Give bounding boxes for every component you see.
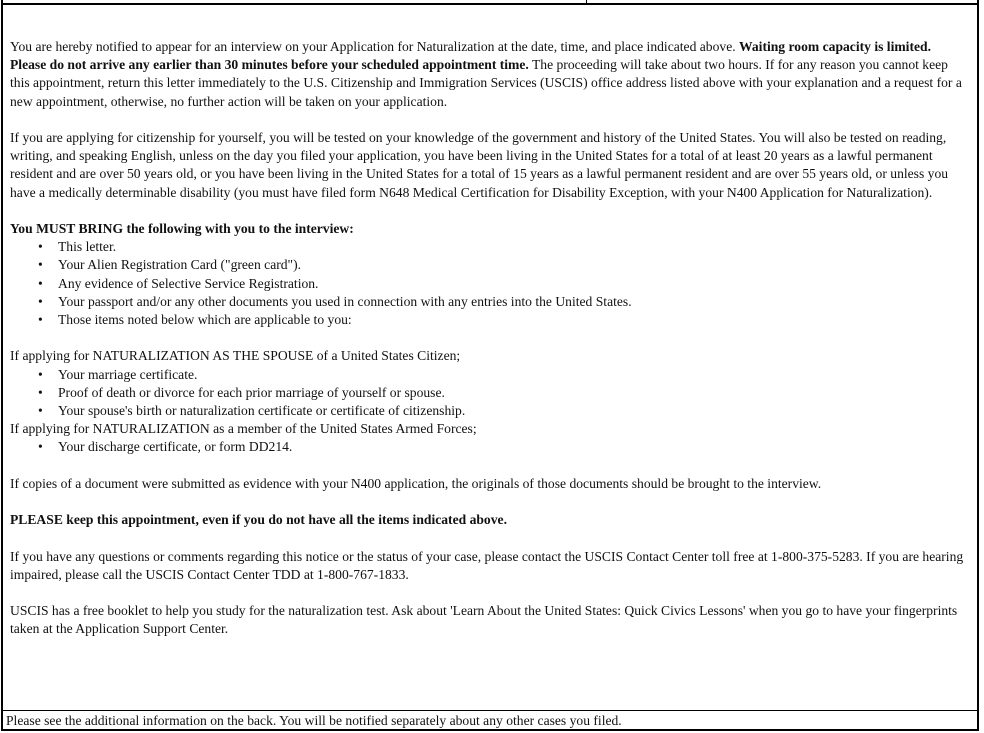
waiting-room-warning: Waiting room capacity is limited. Please do not arrive any earlier than 30 minutes before your scheduled appointment time. xyxy=(10,39,931,73)
footer-rule xyxy=(1,710,979,711)
list-item: • This letter. xyxy=(10,238,968,256)
armed-forces-list xyxy=(10,438,968,456)
must-bring-list xyxy=(10,238,968,329)
top-divider-tick xyxy=(586,0,587,4)
list-item: • Your spouse's birth or naturalization certificate or certificate of citizenship. xyxy=(10,402,968,420)
bullet-icon: • xyxy=(38,293,43,309)
notice-body xyxy=(10,38,968,657)
bullet-icon: • xyxy=(38,384,43,400)
interview-notice-paragraph xyxy=(10,38,968,111)
testing-requirements-paragraph: If you are applying for citizenship for yourself, you will be tested on your knowledge of the government and history of the United States. You will also be tested on reading, writing, and speaking English, unless on the day you filed your application, you have been living in the United States for a total of at least 20 years as a lawful permanent resident and are over 50 years old, or you have been living in the United States for a total of 15 years as a lawful permanent resident and are over 55 years old, or unless you have a medically determinable disability (you must have filed form N648 Medical Certification for Disability Exception, with your N400 Application for Naturalization). xyxy=(10,130,949,200)
footer-note: Please see the additional information on the back. You will be notified separately about any other cases you filed. xyxy=(6,713,622,728)
list-item: • Your Alien Registration Card ("green card"). xyxy=(10,256,968,274)
list-item: • Your discharge certificate, or form DD214. xyxy=(10,438,968,456)
bullet-icon: • xyxy=(38,312,43,328)
list-item: • Your passport and/or any other documents you used in connection with any entries into the United States. xyxy=(10,293,968,311)
bullet-icon: • xyxy=(38,366,43,382)
contact-center-paragraph: If you have any questions or comments regarding this notice or the status of your case, please contact the USCIS Contact Center toll free at 1-800-375-5283. If you are hearing impaired, please call the USCIS Contact Center TDD at 1-800-767-1833. xyxy=(10,548,964,582)
list-item: • Those items noted below which are applicable to you: xyxy=(10,311,968,329)
armed-forces-heading: If applying for NATURALIZATION as a member of the United States Armed Forces; xyxy=(10,421,477,437)
bullet-icon: • xyxy=(38,439,43,455)
bullet-icon: • xyxy=(38,403,43,419)
bullet-icon: • xyxy=(38,239,43,255)
list-item: • Any evidence of Selective Service Registration. xyxy=(10,275,968,293)
interview-notice-lead: You are hereby notified to appear for an interview on your Application for Naturalization at the date, time, and place indicated above. xyxy=(10,39,740,54)
copies-paragraph: If copies of a document were submitted as evidence with your N400 application, the originals of those documents should be brought to the interview. xyxy=(10,475,822,491)
interview-notice-tail: The proceeding will take about two hours. If for any reason you cannot keep this appointment, return this letter immediately to the U.S. Citizenship and Immigration Services (USCIS) office address listed above with your explanation and a request for a new appointment, otherwise, no further action will be taken on your application. xyxy=(10,57,962,109)
list-item: • Proof of death or divorce for each prior marriage of yourself or spouse. xyxy=(10,384,968,402)
bullet-icon: • xyxy=(38,275,43,291)
list-item: • Your marriage certificate. xyxy=(10,366,968,384)
spouse-heading: If applying for NATURALIZATION AS THE SPOUSE of a United States Citizen; xyxy=(10,348,461,364)
must-bring-heading: You MUST BRING the following with you to the interview: xyxy=(10,221,354,236)
spouse-list xyxy=(10,366,968,421)
civics-booklet-paragraph: USCIS has a free booklet to help you study for the naturalization test. Ask about 'Learn About the United States: Quick Civics Lessons' when you go to have your fingerprints taken at the Application Support Center. xyxy=(10,603,958,637)
bullet-icon: • xyxy=(38,257,43,273)
top-rule xyxy=(1,3,979,5)
keep-appointment-paragraph: PLEASE keep this appointment, even if you do not have all the items indicated above. xyxy=(10,512,507,528)
